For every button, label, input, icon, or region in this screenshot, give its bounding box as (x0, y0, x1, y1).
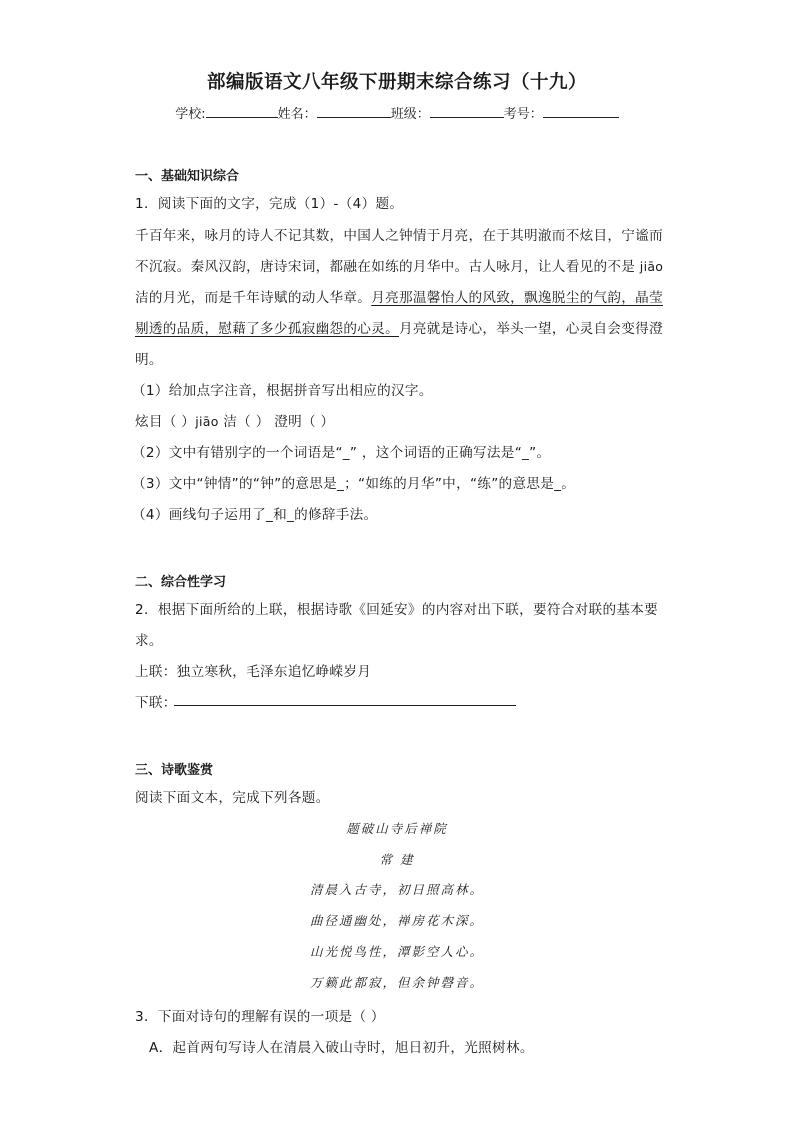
lower-couplet-label: 下联： (135, 695, 177, 711)
pinyin: jiāo (195, 414, 219, 429)
passage-text: 洁的月光，而是千年诗赋的动人华章。 (135, 290, 372, 306)
blank-text: 洁（ ） 澄明（ ） (218, 414, 335, 430)
question-1: 1．阅读下面的文字，完成（1）-（4）题。 (135, 196, 404, 212)
passage-line-2 (135, 255, 663, 275)
class-label: 班级： (390, 107, 430, 122)
section-heading-1: 一、基础知识综合 (135, 169, 240, 184)
option-a[interactable]: A．起首两句写诗人在清晨入破山寺时，旭日初升，光照树林。 (149, 1040, 534, 1056)
passage-text: 不沉寂。秦风汉韵，唐诗宋词，都融在如练的月华中。古人咏月，让人看见的不是 (135, 259, 640, 275)
lower-couplet-answer-line[interactable] (174, 704, 516, 706)
blank-text: 炫目（ ） (135, 414, 196, 430)
name-blank[interactable] (317, 103, 391, 118)
question-3: 3．下面对诗句的理解有误的一项是（ ） (135, 1009, 385, 1025)
section-heading-3: 三、诗歌鉴赏 (135, 763, 214, 778)
pinyin: jiāo (639, 259, 664, 274)
sub-question-3: （3）文中“钟情”的“钟”的意思是_；“如练的月华”中，“练”的意思是_。 (132, 476, 576, 492)
poem-intro: 阅读下面文本，完成下列各题。 (135, 790, 330, 806)
number-blank[interactable] (543, 103, 619, 118)
sub-question-1: （1）给加点字注音，根据拼音写出相应的汉字。 (132, 383, 433, 399)
passage-line-5: 明。 (135, 352, 163, 368)
sub-question-1-blanks (135, 410, 334, 430)
poem-line: 曲径通幽处，禅房花木深。 (309, 913, 484, 928)
name-label: 姓名： (277, 107, 317, 122)
poem-line: 山光悦鸟性，潭影空人心。 (309, 944, 484, 959)
passage-line-4 (135, 317, 663, 337)
question-2-line-1: 2．根据下面所给的上联，根据诗歌《回延安》的内容对出下联，要符合对联的基本要 (135, 602, 659, 618)
number-label: 考号： (503, 107, 543, 122)
poem-line: 万籁此都寂，但余钟磬音。 (309, 975, 484, 990)
passage-line-3 (135, 286, 663, 306)
question-2-line-2: 求。 (135, 633, 163, 649)
section-heading-2: 二、综合性学习 (135, 575, 227, 590)
upper-couplet: 上联：独立寒秋，毛泽东追忆峥嵘岁月 (135, 664, 372, 680)
student-info-row (0, 103, 794, 122)
class-blank[interactable] (430, 103, 504, 118)
page-title: 部编版语文八年级下册期末综合练习（十九） (206, 72, 587, 93)
sub-question-2: （2）文中有错别字的一个词语是“_” ，这个词语的正确写法是“_”。 (132, 445, 551, 461)
poem-author: 常 建 (379, 852, 415, 867)
poem-line: 清晨入古寺，初日照高林。 (309, 882, 484, 897)
school-label: 学校: (175, 107, 206, 122)
school-blank[interactable] (206, 103, 278, 118)
underlined-sentence: 月亮那温馨怡人的风致，飘逸脱尘的气韵，晶莹 (371, 290, 663, 306)
poem-title: 题破山寺后禅院 (346, 821, 448, 836)
sub-question-4: （4）画线句子运用了_和_的修辞手法。 (132, 507, 378, 523)
underlined-sentence: 剔透的品质，慰藉了多少孤寂幽怨的心灵。 (135, 321, 399, 337)
passage-line-1: 千百年来，咏月的诗人不记其数，中国人之钟情于月亮，在于其明澈而不炫目，宁谧而 (135, 228, 663, 244)
passage-text: 月亮就是诗心，举头一望，心灵自会变得澄 (398, 321, 663, 337)
